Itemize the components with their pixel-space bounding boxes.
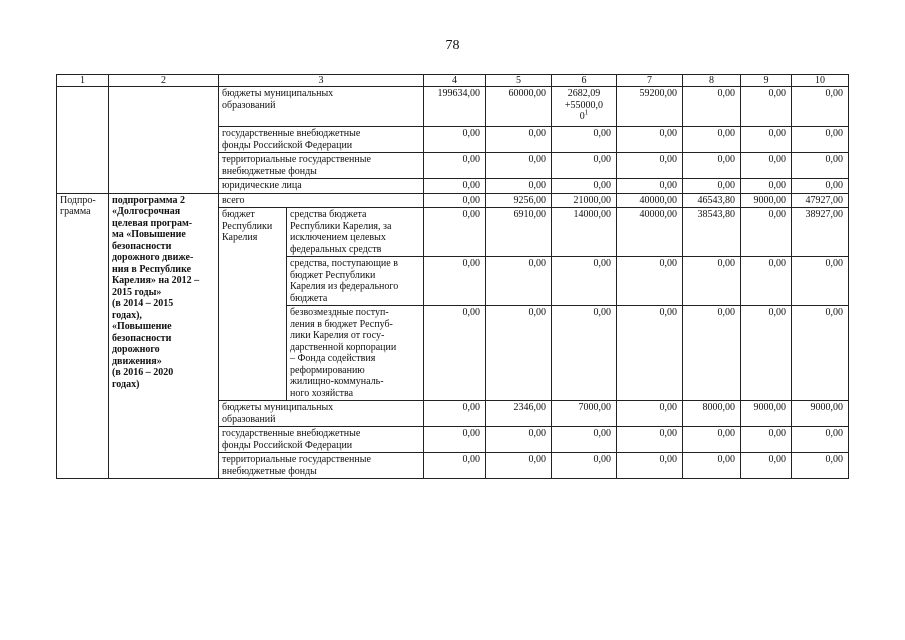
value-cell: 0,00	[486, 453, 552, 479]
value-cell: 0,00	[792, 306, 849, 401]
value-cell: 0,00	[741, 153, 792, 179]
header-cell: 5	[486, 75, 552, 87]
header-cell: 6	[552, 75, 617, 87]
value-cell: 0,00	[486, 427, 552, 453]
value-cell: 0,00	[683, 127, 741, 153]
footnote-marker: 1	[584, 108, 589, 117]
table-row	[57, 87, 849, 127]
value-text: 2682,09 +55000,0 0	[564, 88, 604, 122]
header-cell: 8	[683, 75, 741, 87]
value-cell: 0,00	[741, 179, 792, 194]
value-cell: 0,00	[617, 453, 683, 479]
value-cell: 0,00	[792, 453, 849, 479]
budget-group-cell: бюджет Республики Карелия	[219, 208, 287, 401]
value-cell: 0,00	[486, 257, 552, 306]
value-cell: 0,00	[424, 193, 486, 208]
value-cell: 0,00	[617, 127, 683, 153]
value-cell: 0,00	[683, 153, 741, 179]
value-cell: 0,00	[617, 179, 683, 194]
program-name-cell: подпрограмма 2 «Долгосрочная целевая програм- ма «Повышение безопасности дорожного движе- ния в Республике Карелия» на 2012 – 2015 годы» (в 2014 – 2015 годах), «Повышение безопасности дорожного движения» (в 2016 – 2020 годах)	[109, 193, 219, 479]
value-cell: 199634,00	[424, 87, 486, 127]
value-cell: 0,00	[792, 87, 849, 127]
value-cell: 9256,00	[486, 193, 552, 208]
source-label: территориальные государственные внебюджетные фонды	[219, 153, 424, 179]
value-cell: 60000,00	[486, 87, 552, 127]
value-cell: 0,00	[617, 153, 683, 179]
source-label: средства, поступающие в бюджет Республики Карелия из федерального бюджета	[287, 257, 424, 306]
value-cell: 0,00	[683, 257, 741, 306]
value-cell: 0,00	[617, 306, 683, 401]
header-cell: 9	[741, 75, 792, 87]
value-cell: 0,00	[741, 208, 792, 257]
source-label: государственные внебюджетные фонды Российской Федерации	[219, 427, 424, 453]
empty-cell	[57, 87, 109, 194]
value-cell: 0,00	[552, 427, 617, 453]
value-cell: 0,00	[617, 427, 683, 453]
value-cell: 46543,80	[683, 193, 741, 208]
value-cell: 0,00	[683, 453, 741, 479]
value-cell: 9000,00	[792, 401, 849, 427]
value-cell: 0,00	[486, 127, 552, 153]
value-cell: 38927,00	[792, 208, 849, 257]
value-cell: 0,00	[741, 453, 792, 479]
value-cell: 0,00	[741, 427, 792, 453]
value-cell: 6910,00	[486, 208, 552, 257]
value-cell	[552, 87, 617, 127]
header-cell: 1	[57, 75, 109, 87]
page-number: 78	[445, 38, 460, 53]
header-cell: 4	[424, 75, 486, 87]
value-cell: 0,00	[741, 87, 792, 127]
value-cell: 14000,00	[552, 208, 617, 257]
value-cell: 0,00	[552, 179, 617, 194]
program-type-cell: Подпро- грамма	[57, 193, 109, 479]
value-cell: 0,00	[424, 153, 486, 179]
value-cell: 0,00	[486, 306, 552, 401]
value-cell: 0,00	[424, 427, 486, 453]
value-cell: 0,00	[552, 127, 617, 153]
value-cell: 0,00	[683, 87, 741, 127]
value-cell: 0,00	[792, 127, 849, 153]
budget-table	[56, 74, 849, 479]
value-cell: 0,00	[741, 127, 792, 153]
header-cell: 10	[792, 75, 849, 87]
value-cell: 0,00	[424, 127, 486, 153]
source-label: юридические лица	[219, 179, 424, 194]
value-cell: 0,00	[552, 453, 617, 479]
value-cell: 0,00	[424, 401, 486, 427]
header-cell: 3	[219, 75, 424, 87]
value-cell: 0,00	[792, 179, 849, 194]
value-cell: 0,00	[486, 179, 552, 194]
value-cell: 0,00	[424, 306, 486, 401]
value-cell: 47927,00	[792, 193, 849, 208]
value-cell: 0,00	[617, 401, 683, 427]
value-cell: 0,00	[486, 153, 552, 179]
value-cell: 0,00	[424, 208, 486, 257]
value-cell: 40000,00	[617, 208, 683, 257]
source-label: бюджеты муниципальных образований	[219, 401, 424, 427]
value-cell: 0,00	[683, 427, 741, 453]
source-label: государственные внебюджетные фонды Российской Федерации	[219, 127, 424, 153]
table-row	[57, 193, 849, 208]
source-label: безвозмездные поступ- ления в бюджет Респуб- лики Карелия от госу- дарственной корпорации – Фонда содействия реформированию жилищно-коммуналь- ного хозяйства	[287, 306, 424, 401]
header-cell: 7	[617, 75, 683, 87]
value-cell: 59200,00	[617, 87, 683, 127]
value-cell: 0,00	[424, 453, 486, 479]
value-cell: 7000,00	[552, 401, 617, 427]
value-cell: 21000,00	[552, 193, 617, 208]
value-cell: 0,00	[741, 306, 792, 401]
value-cell: 0,00	[683, 179, 741, 194]
value-cell: 8000,00	[683, 401, 741, 427]
source-label: бюджеты муниципальных образований	[219, 87, 424, 127]
header-row	[57, 75, 849, 87]
value-cell: 0,00	[792, 257, 849, 306]
empty-cell	[109, 87, 219, 194]
value-cell: 0,00	[552, 306, 617, 401]
value-cell: 9000,00	[741, 401, 792, 427]
source-label: средства бюджета Республики Карелия, за исключением целевых федеральных средств	[287, 208, 424, 257]
value-cell: 0,00	[792, 427, 849, 453]
value-cell: 38543,80	[683, 208, 741, 257]
header-cell: 2	[109, 75, 219, 87]
source-label: территориальные государственные внебюджетные фонды	[219, 453, 424, 479]
value-cell: 0,00	[424, 257, 486, 306]
value-cell: 0,00	[424, 179, 486, 194]
value-cell: 9000,00	[741, 193, 792, 208]
value-cell: 0,00	[552, 153, 617, 179]
value-cell: 0,00	[552, 257, 617, 306]
value-cell: 0,00	[617, 257, 683, 306]
value-cell: 0,00	[683, 306, 741, 401]
value-cell: 40000,00	[617, 193, 683, 208]
value-cell: 0,00	[792, 153, 849, 179]
source-label: всего	[219, 193, 424, 208]
value-cell: 2346,00	[486, 401, 552, 427]
value-cell: 0,00	[741, 257, 792, 306]
